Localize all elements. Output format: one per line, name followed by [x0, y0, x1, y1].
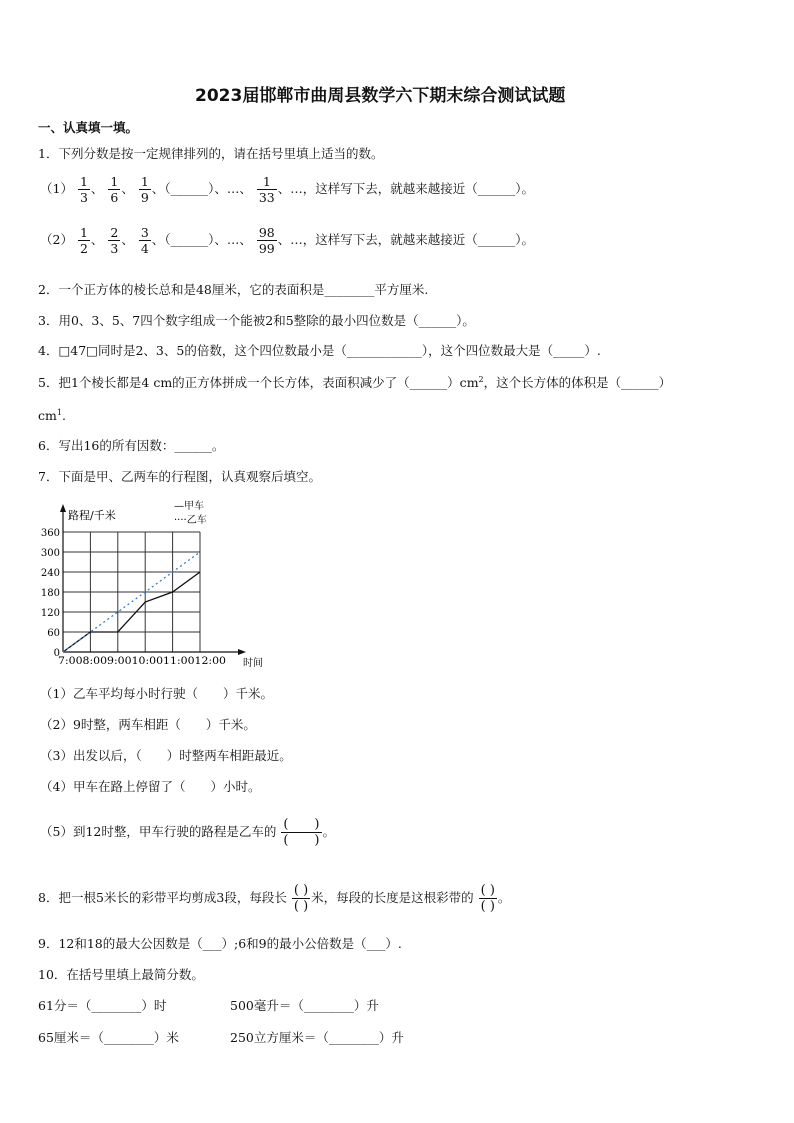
- chart-grid: [63, 532, 200, 652]
- fraction: $\frac{1}{3}$: [79, 174, 88, 205]
- question-9: 9．12和18的最大公因数是（___）;6和9的最小公倍数是（___）.: [38, 936, 402, 951]
- section-heading: 一、认真填一填。: [38, 120, 139, 135]
- y-tick-label: 240: [40, 568, 60, 579]
- answer-blank[interactable]: （______）: [164, 181, 215, 196]
- answer-blank[interactable]: （______）: [164, 232, 215, 247]
- legend-jia: —甲车: [174, 501, 204, 512]
- question-7-stem: 7．下面是甲、乙两车的行程图，认真观察后填空。: [38, 469, 321, 484]
- question-5-line-2: $cm^1$.: [38, 407, 66, 423]
- y-tick-labels: [41, 528, 60, 659]
- page-title: 2023届邯郸市曲周县数学六下期末综合测试试题: [195, 86, 566, 106]
- y-tick-label: 0: [53, 648, 60, 659]
- fraction: $\frac{3}{4}$: [140, 225, 149, 256]
- y-tick-label: 300: [40, 548, 60, 559]
- question-10-row-1-b: 500毫升＝（________）升: [230, 998, 379, 1013]
- question-10-row-2-a: 65厘米＝（________）米: [38, 1030, 179, 1045]
- fraction-blank[interactable]: $\frac{( )}{( )}$: [283, 817, 320, 848]
- travel-chart: [28, 494, 278, 674]
- question-2: 2．一个正方体的棱长总和是48厘米，它的表面积是________平方厘米.: [38, 282, 429, 297]
- question-7-sub-2: （2）9时整，两车相距（ ）千米。: [40, 717, 256, 732]
- x-axis-arrow: [238, 649, 246, 655]
- question-10-stem: 10．在括号里填上最简分数。: [38, 967, 204, 982]
- fraction-blank[interactable]: $\frac{( )}{( )}$: [293, 883, 309, 914]
- y-tick-label: 60: [47, 628, 60, 639]
- question-7-sub-4: （4）甲车在路上停留了（ ）小时。: [40, 779, 261, 794]
- legend-yi: ····乙车: [174, 515, 207, 526]
- question-10-row-1-a: 61分＝（________）时: [38, 998, 167, 1013]
- series-line-yi: [63, 552, 200, 652]
- fraction: $\frac{1}{2}$: [79, 225, 88, 256]
- y-tick-label: 180: [40, 588, 60, 599]
- question-5-line-1: 5．把1个棱长都是4 cm的正方体拼成一个长方体，表面积减少了$(\_\_\_\_\_\_)cm^2$，这个长方体的体积是（______）: [38, 374, 672, 390]
- chart-series: [63, 552, 200, 652]
- y-tick-label: 120: [40, 608, 60, 619]
- part-label: （1）: [40, 181, 73, 196]
- fraction-blank[interactable]: $\frac{( )}{( )}$: [480, 883, 495, 914]
- question-7-sub-5: （5）到12时整，甲车行驶的路程是乙车的 $\frac{( )}{( )}$ 。: [40, 817, 336, 848]
- question-1-stem: 1．下列分数是按一定规律排列的，请在括号里填上适当的数。: [38, 146, 384, 161]
- x-axis-label: 时间: [243, 658, 263, 669]
- y-tick-label: 360: [40, 528, 60, 539]
- fraction: $\frac{98}{99}$: [258, 225, 275, 256]
- fraction: $\frac{1}{33}$: [258, 174, 275, 205]
- question-3: 3．用0、3、5、7四个数字组成一个能被2和5整除的最小四位数是（______）。: [38, 313, 475, 328]
- question-10-row-2-b: 250立方厘米＝（________）升: [230, 1030, 404, 1045]
- x-tick-labels: 7:008:009:0010:0011:0012:00: [58, 656, 227, 667]
- question-6: 6．写出16的所有因数：______。: [38, 438, 225, 453]
- y-axis-arrow: [60, 504, 66, 512]
- question-8: 8．把一根5米长的彩带平均剪成3段，每段长 $\frac{( )}{( )}$ 米，每段的长度是这根彩带的 $\frac{( )}{( )}$ 。: [38, 883, 511, 914]
- question-7-sub-3: （3）出发以后，（ ）时整两车相距最近。: [40, 748, 292, 763]
- fraction: $\frac{1}{6}$: [110, 174, 119, 205]
- fraction: $\frac{1}{9}$: [140, 174, 149, 205]
- y-axis-label: 路程/千米: [68, 509, 116, 522]
- part-label: （2）: [40, 232, 73, 247]
- question-7-sub-1: （1）乙车平均每小时行驶（ ）千米。: [40, 686, 273, 701]
- question-1-part-1: （1） $\frac{1}{3}$ 、 $\frac{1}{6}$ 、 $\frac{1}{9}$ 、（______）、…、 $\frac{1}{33}$ 、…，这样写下去，就越来越接近（______）。: [40, 174, 535, 205]
- question-1-part-2: （2） $\frac{1}{2}$ 、 $\frac{2}{3}$ 、 $\frac{3}{4}$ 、（______）、…、 $\frac{98}{99}$ 、…，这样写下去，就越来越接近（______）。: [40, 225, 535, 256]
- question-4: 4．□47□同时是2、3、5的倍数，这个四位数最小是（____________），这个四位数最大是（_____）.: [38, 343, 601, 358]
- fraction: $\frac{2}{3}$: [110, 225, 119, 256]
